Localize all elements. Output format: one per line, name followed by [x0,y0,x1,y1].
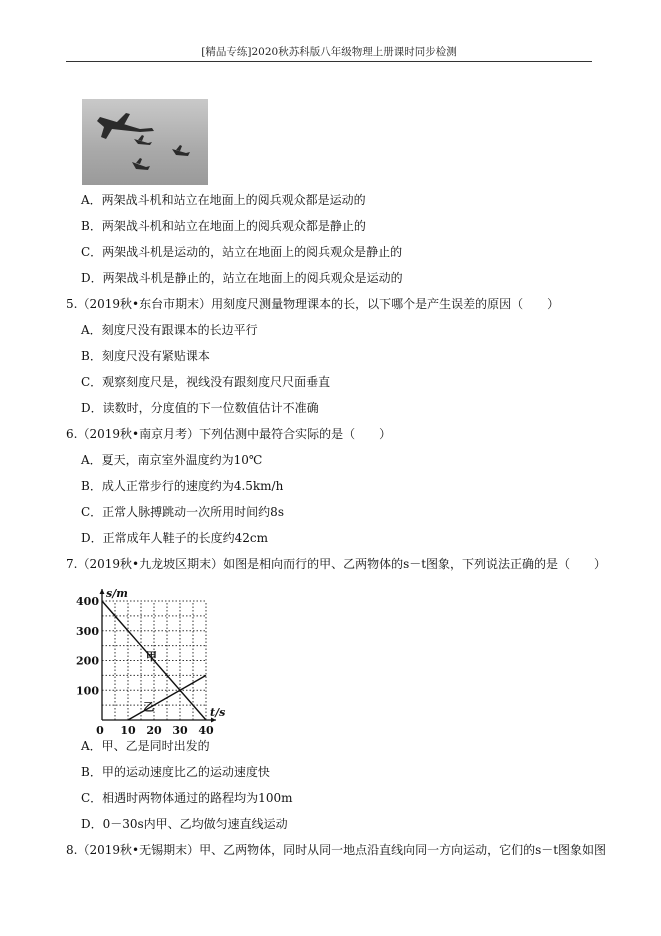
q7-option-a: A．甲、乙是同时出发的 [81,739,210,753]
q7-stem: 7.（2019秋•九龙坡区期末）如图是相向而行的甲、乙两物体的s－t图象，下列说法正确的是（ ） [66,557,607,571]
q5-option-d: D．读数时，分度值的下一位数值估计不准确 [81,401,319,415]
q8-stem: 8.（2019秋•无锡期末）甲、乙两物体，同时从同一地点沿直线向同一方向运动，它们的s－t图象如图 [66,843,607,857]
x-tick-label: 10 [120,724,136,737]
q6-option-b: B．成人正常步行的速度约为4.5km/h [81,479,284,493]
x-tick-label: 30 [172,724,188,737]
q7-option-b: B．甲的运动速度比乙的运动速度快 [81,765,270,779]
y-tick-label: 300 [76,624,99,638]
q6-option-d: D．正常成年人鞋子的长度约42cm [81,531,268,545]
y-tick-label: 400 [76,595,99,608]
st-graph [76,587,226,739]
x-tick-label: 20 [146,724,162,737]
q6-option-c: C．正常人脉搏跳动一次所用时间约8s [81,505,284,519]
x-axis-label: t/s [210,706,226,719]
q5-option-c: C．观察刻度尺是，视线没有跟刻度尺尺面垂直 [81,375,331,389]
y-axis-arrow [100,589,105,594]
q5-option-b: B．刻度尺没有紧贴课本 [81,349,210,363]
x-tick-label: 40 [198,724,214,737]
q4-option-c: C．两架战斗机是运动的，站立在地面上的阅兵观众是静止的 [81,245,403,259]
header-title: [精品专练]2020秋苏科版八年级物理上册课时同步检测 [201,46,457,58]
q6-stem: 6.（2019秋•南京月考）下列估测中最符合实际的是（ ） [66,427,392,441]
y-axis-label: s/m [106,587,128,600]
y-tick-label: 100 [76,684,99,698]
q6-option-a: A．夏天，南京室外温度约为10℃ [81,453,263,467]
x-tick-label: 0 [96,724,104,737]
q7-option-c: C．相遇时两物体通过的路程均为100m [81,791,293,805]
q4-option-b: B．两架战斗机和站立在地面上的阅兵观众都是静止的 [81,219,366,233]
fighter-jets-photo [82,99,208,185]
y-tick-label: 200 [76,654,99,668]
q5-stem: 5.（2019秋•东台市期末）用刻度尺测量物理课本的长，以下哪个是产生误差的原因（ ） [66,297,560,311]
q4-option-a: A．两架战斗机和站立在地面上的阅兵观众都是运动的 [81,193,366,207]
q7-option-d: D．0－30s内甲、乙均做匀速直线运动 [81,817,288,831]
q4-option-d: D．两架战斗机是静止的，站立在地面上的阅兵观众是运动的 [81,271,403,285]
series-line [128,675,206,720]
series-label: 甲 [145,650,157,664]
series-label: 乙 [143,700,155,714]
q5-option-a: A．刻度尺没有跟课本的长边平行 [81,323,258,337]
header-rule [66,61,592,62]
st-graph-svg [76,587,226,739]
